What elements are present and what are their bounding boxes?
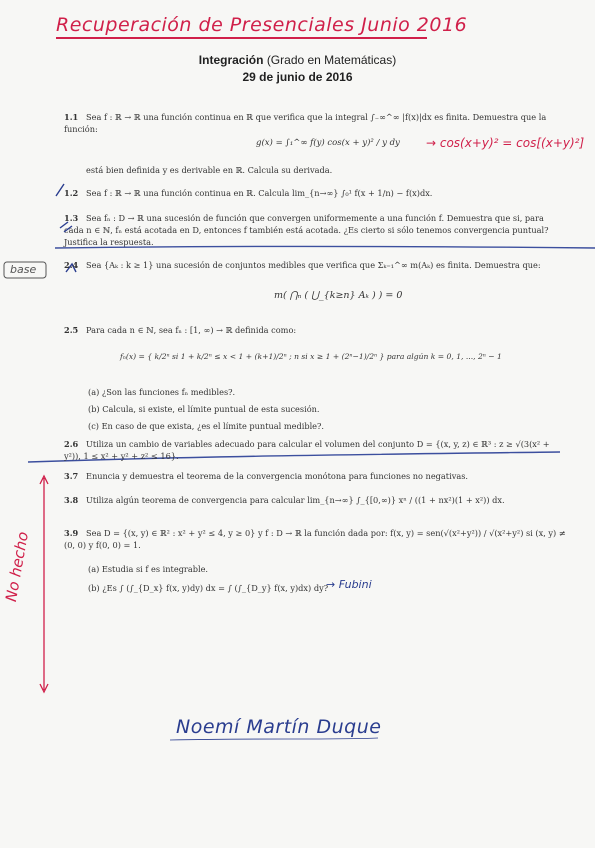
note-fubini: → Fubini <box>326 578 372 591</box>
problem-1-1-cont: está bien definida y es derivable en ℝ. Calcula su derivada. <box>86 165 333 175</box>
course-title: Integración (Grado en Matemáticas) <box>198 53 397 67</box>
subitem-3-9-b: (b) ¿Es ∫ (∫_{D_x} f(x, y)dy) dx = ∫ (∫_{D_y} f(x, y)dx) dy? <box>88 583 329 593</box>
formula-1-1: g(x) = ∫₁^∞ f(y) cos(x + y)² / y dy <box>256 138 400 148</box>
signature: Noemí Martín Duque <box>176 716 382 738</box>
problem-1-2: 1.2 Sea f : ℝ → ℝ una función continua en ℝ. Calcula lim_{n→∞} ∫₀¹ f(x + 1/n) − f(x)dx. <box>64 188 433 198</box>
problem-2-5: 2.5 Para cada n ∈ ℕ, sea fₙ : [1, ∞) → ℝ definida como: <box>64 325 297 335</box>
subitem-2-5-b: (b) Calcula, si existe, el límite puntual de esta sucesión. <box>88 404 320 414</box>
problem-2-6: 2.6 Utiliza un cambio de variables adecuado para calcular el volumen del conjunto D = {(x, y, z) ∈ ℝ³ : z ≥ √(3(x² + y²)), 1 ≤ x² + y² + z² ≤ 16}. <box>64 439 550 461</box>
exam-date: 29 de junio de 2016 <box>242 70 353 84</box>
problem-3-8: 3.8 Utiliza algún teorema de convergencia para calcular lim_{n→∞} ∫_{[0,∞)} xⁿ / ((1 + nx²)(1 + x²)) dx. <box>64 495 505 505</box>
problem-3-9: 3.9 Sea D = {(x, y) ∈ ℝ² : x² + y² ≤ 4, y ≥ 0} y f : D → ℝ la función dada por: f(x, y) = sen(√(x²+y²)) / √(x²+y²) si (x, y) ≠ (0, 0) y f(0, 0) = 1. <box>64 528 566 550</box>
subitem-3-9-a: (a) Estudia si f es integrable. <box>88 564 209 574</box>
note-1-1: → cos(x+y)² = cos[(x+y)²] <box>426 136 585 150</box>
problem-3-7: 3.7 Enuncia y demuestra el teorema de la convergencia monótona para funciones no negativas. <box>64 471 469 481</box>
problem-1-1: 1.1 Sea f : ℝ → ℝ una función continua en ℝ que verifica que la integral ∫₋∞^∞ |f(x)|dx es finita. Demuestra que la función: <box>64 112 547 134</box>
formula-2-4: m( ⋂ₙ ( ⋃_{k≥n} Aₖ ) ) = 0 <box>274 290 403 301</box>
handwritten-title: Recuperación de Presenciales Junio 2016 <box>56 14 467 36</box>
note-base: base <box>10 263 37 276</box>
subitem-2-5-a: (a) ¿Son las funciones fₙ medibles?. <box>88 387 236 397</box>
subitem-2-5-c: (c) En caso de que exista, ¿es el límite puntual medible?. <box>88 421 325 431</box>
problem-1-3: 1.3 Sea fₙ : D → ℝ una sucesión de función que convergen uniformemente a una función f. Demuestra que si, para cada n ∈ ℕ, fₙ está acotada en D, entonces f también está acotada. ¿Es cierto si sólo tenemos convergencia puntual? Justifica la respuesta. <box>64 213 549 247</box>
note-no-hecho: No hecho <box>2 530 33 604</box>
formula-2-5: fₙ(x) = { k/2ⁿ si 1 + k/2ⁿ ≤ x < 1 + (k+1)/2ⁿ ; n si x ≥ 1 + (2ⁿ−1)/2ⁿ } para algún k = 0, 1, ..., 2ⁿ − 1 <box>120 352 502 361</box>
problem-2-4: 2.4 Sea {Aₖ : k ≥ 1} una sucesión de conjuntos medibles que verifica que Σₖ₌₁^∞ m(Aₖ) es finita. Demuestra que: <box>64 260 541 270</box>
